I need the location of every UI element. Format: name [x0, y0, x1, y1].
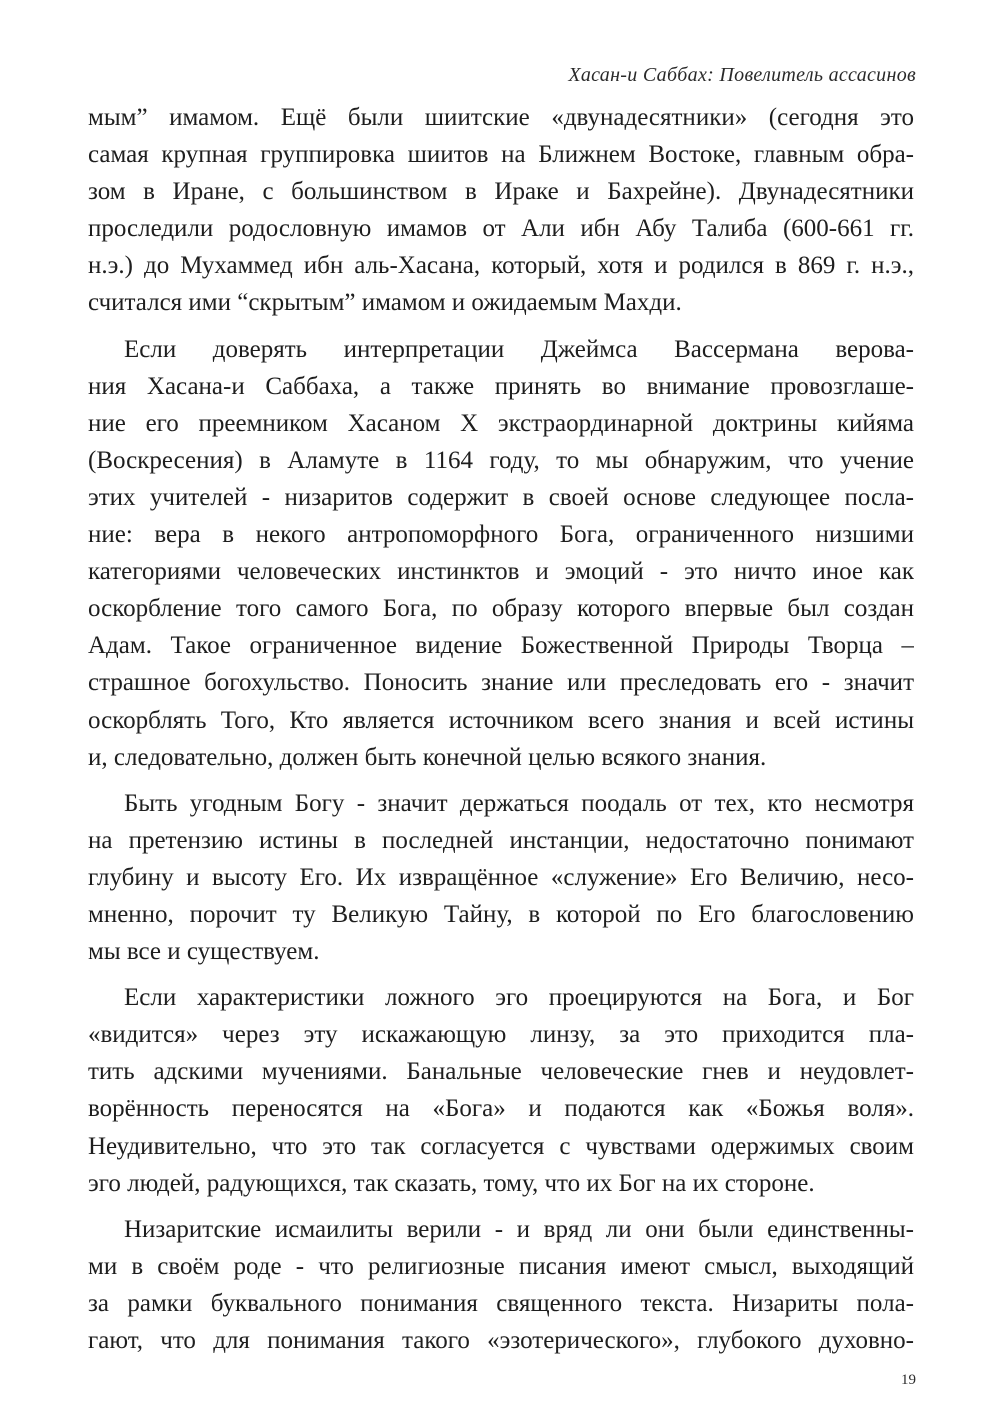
text-line: ния Хасана-и Саббаха, а также принять во внимание провозглаше-	[88, 372, 914, 400]
text-line: гают, что для понимания такого «эзотерического», глубокого духовно-	[88, 1327, 914, 1354]
paragraph	[88, 1211, 914, 1359]
text-line: и, следовательно, должен быть конечной целью всякого знания.	[88, 743, 767, 771]
paragraph	[88, 331, 914, 776]
text-line: этих учителей - низаритов содержит в своей основе следующее посла-	[88, 483, 914, 511]
paragraph	[88, 979, 914, 1202]
text-line: самая крупная группировка шиитов на Ближнем Востоке, главным обра-	[88, 141, 914, 169]
text-line: мы все и существуем.	[88, 938, 320, 966]
text-line: ние: вера в некого антропоморфного Бога, ограниченного низшими	[88, 521, 914, 549]
text-line: мненно, порочит ту Великую Тайну, в которой по Его благословению	[88, 900, 914, 928]
page-number: 19	[901, 1372, 916, 1388]
text-line: зом в Иране, с большинством в Ираке и Бахрейне). Двунадесятники	[88, 178, 914, 206]
text-line: эго людей, радующихся, так сказать, тому, что их Бог на их стороне.	[88, 1169, 815, 1197]
text-line: (Воскресения) в Аламуте в 1164 году, то мы обнаружим, что учение	[88, 446, 914, 474]
text-line: Неудивительно, что это так согласуется с чувствами одержимых своим	[88, 1132, 914, 1160]
text-line: Быть угодным Богу - значит держаться поодаль от тех, кто несмотря	[124, 789, 914, 817]
text-line: на претензию истины в последней инстанции, недостаточно понимают	[88, 826, 914, 854]
text-line: считался ими “скрытым” имамом и ожидаемым Махди.	[88, 289, 682, 317]
text-line: страшное богохульство. Поносить знание или преследовать его - значит	[88, 669, 914, 697]
text-line: тить адскими мучениями. Банальные человеческие гнев и неудовлет-	[88, 1058, 914, 1086]
paragraph	[88, 785, 914, 970]
running-header: Хасан-и Саббах: Повелитель ассасинов	[568, 64, 916, 86]
text-line: проследили родословную имамов от Али ибн Абу Талиба (600-661 гг.	[88, 215, 914, 243]
body-text	[88, 99, 914, 1359]
text-line: за рамки буквального понимания священного текста. Низариты пола-	[88, 1289, 914, 1317]
text-line: оскорблять Того, Кто является источником всего знания и всей истины	[88, 706, 914, 734]
text-line: Если характеристики ложного эго проецируются на Бога, и Бог	[124, 984, 914, 1012]
paragraph	[88, 99, 914, 322]
text-line: категориями человеческих инстинктов и эмоций - это ничто иное как	[88, 558, 914, 586]
text-line: глубину и высоту Его. Их извращённое «служение» Его Величию, несо-	[88, 863, 914, 891]
text-line: Адам. Такое ограниченное видение Божественной Природы Творца –	[88, 632, 914, 660]
text-line: ворённость переносятся на «Бога» и подаются как «Божья воля».	[88, 1095, 914, 1123]
text-line: ние его преемником Хасаном Х экстраординарной доктрины кийяма	[88, 409, 914, 437]
text-line: «видится» через эту искажающую линзу, за это приходится пла-	[88, 1021, 914, 1049]
text-line: ми в своём роде - что религиозные писания имеют смысл, выходящий	[88, 1252, 914, 1280]
text-line: Низаритские исмаилиты верили - и вряд ли они были единственны-	[124, 1215, 914, 1243]
text-line: Если доверять интерпретации Джеймса Вассермана верова-	[124, 335, 914, 363]
text-line: мым” имамом. Ещё были шиитские «двунадесятники» (сегодня это	[88, 104, 914, 131]
text-line: оскорбление того самого Бога, по образу которого впервые был создан	[88, 595, 914, 623]
text-line: н.э.) до Мухаммед ибн аль-Хасана, который, хотя и родился в 869 г. н.э.,	[88, 252, 914, 280]
